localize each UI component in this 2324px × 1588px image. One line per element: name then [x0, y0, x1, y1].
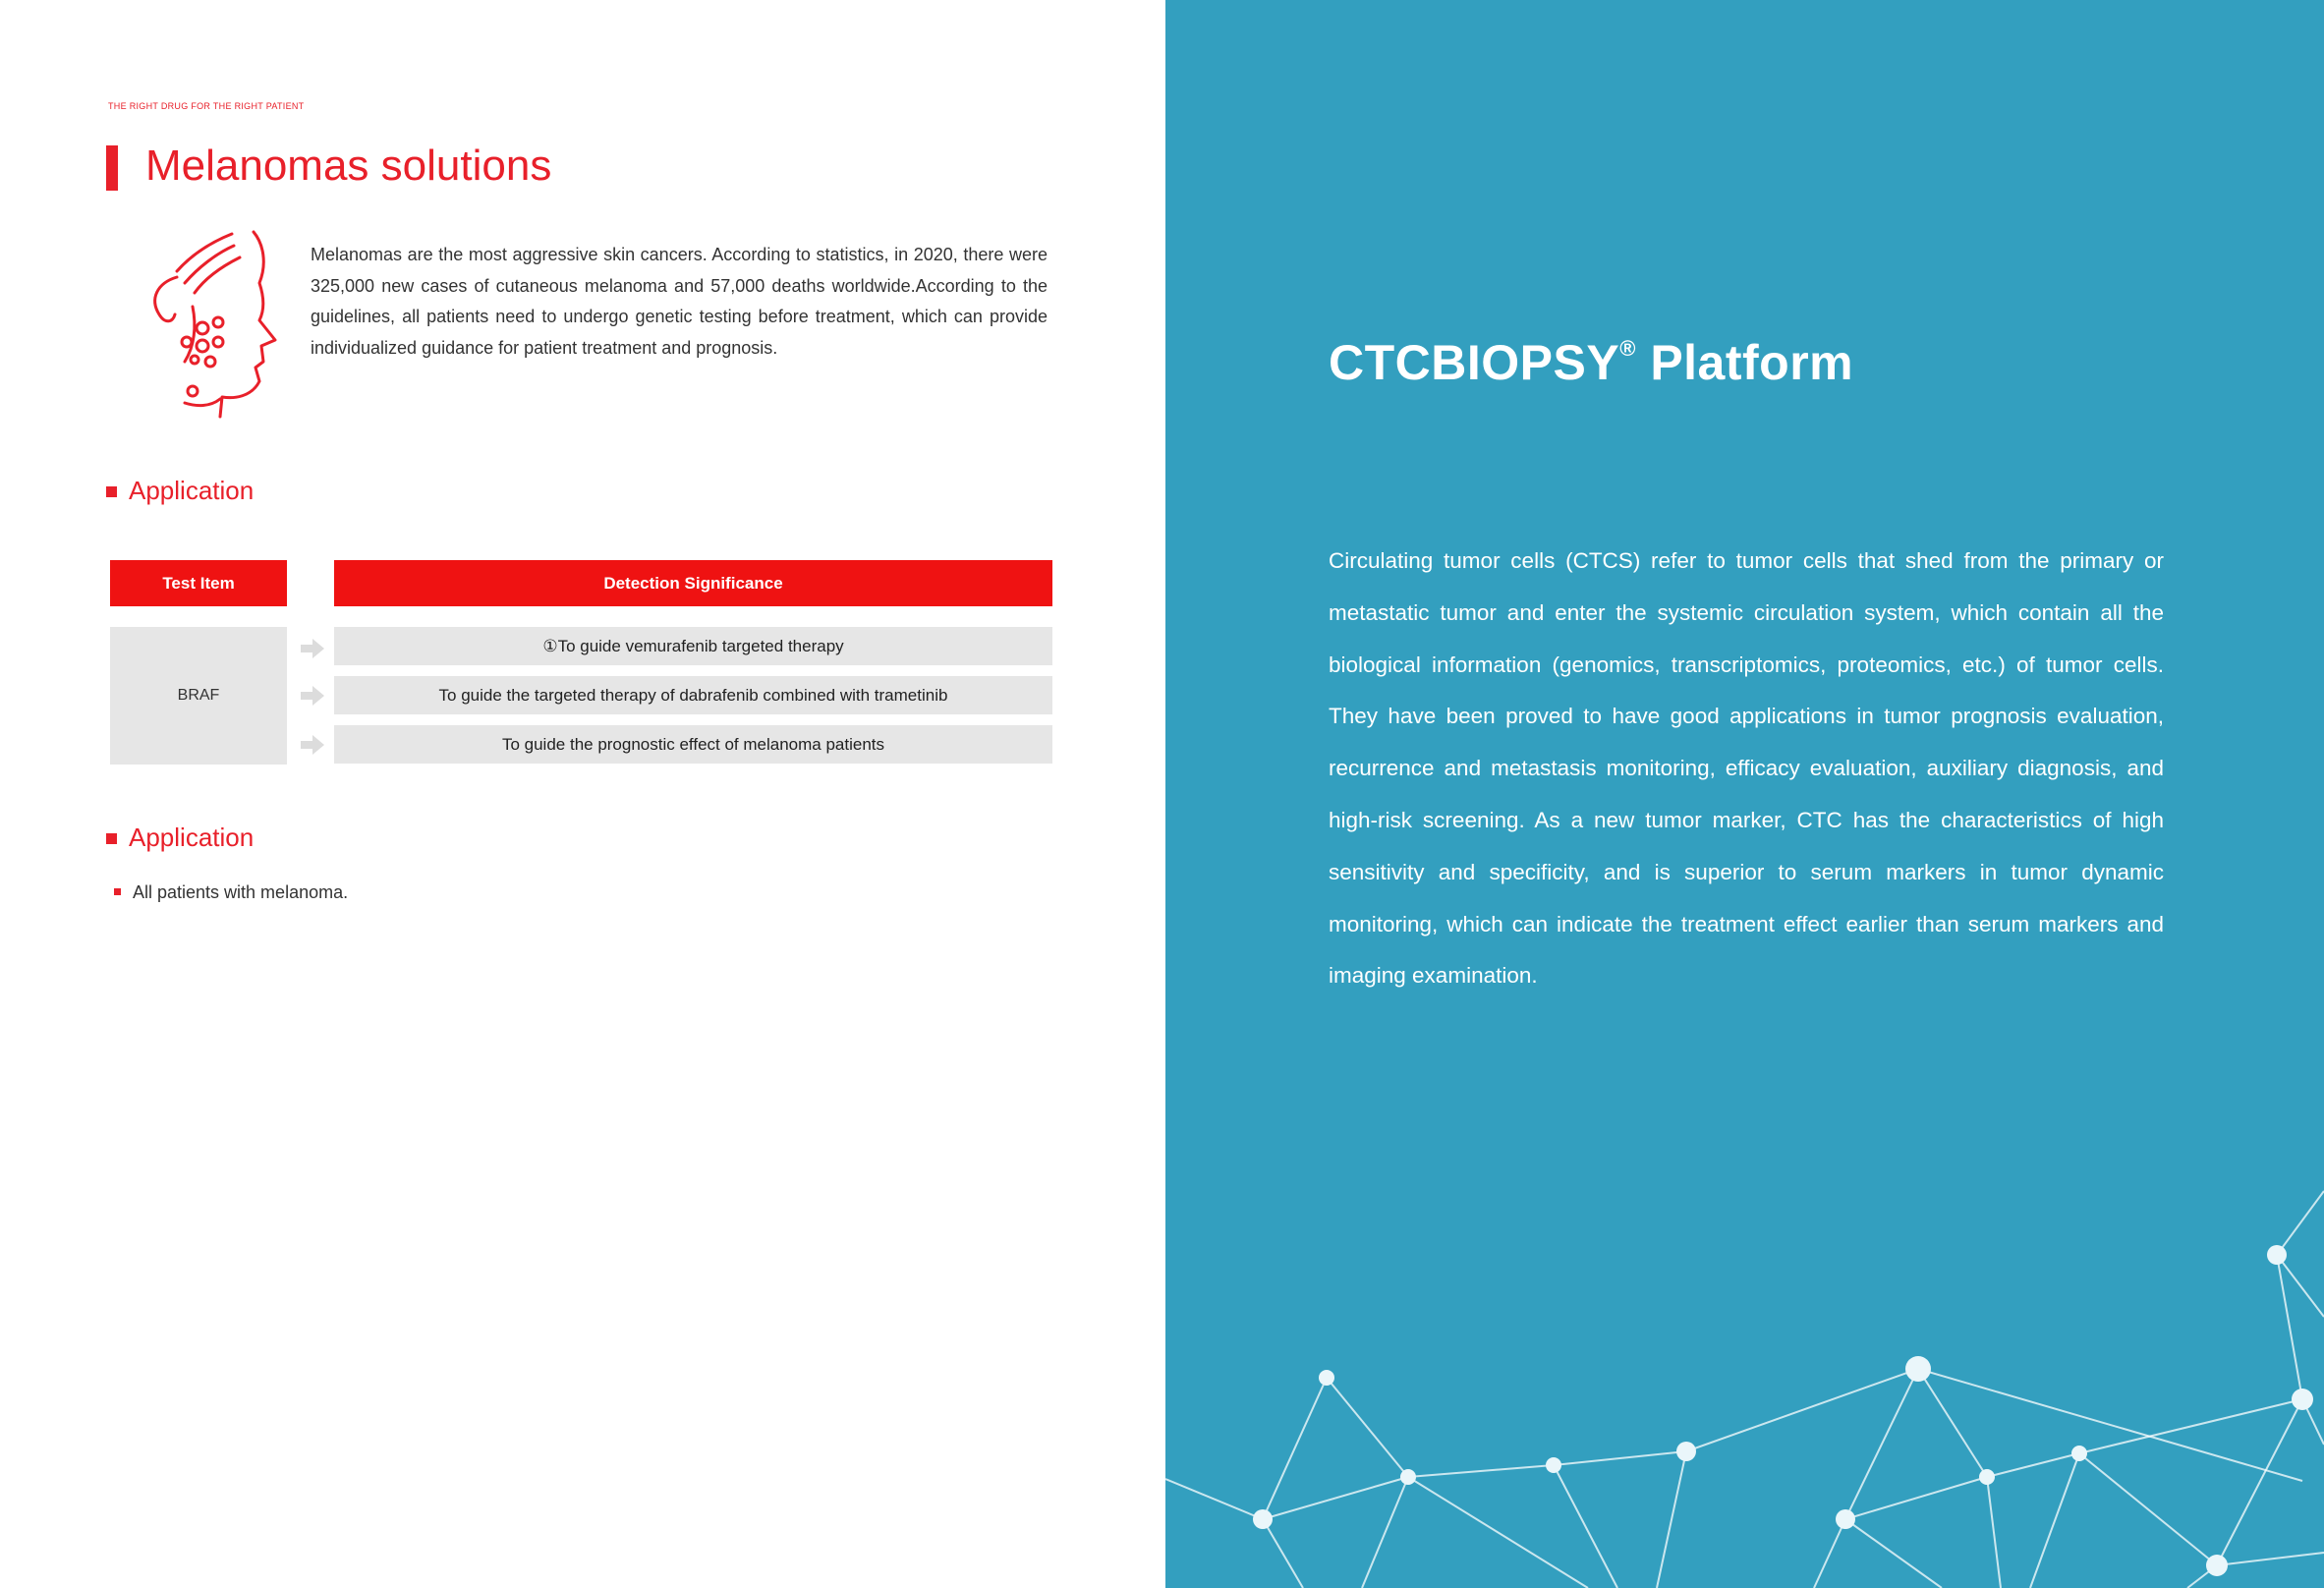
list-item-text: All patients with melanoma. — [133, 882, 349, 902]
face-skin-lesion-icon — [138, 224, 285, 421]
bullet-dot-icon — [114, 888, 121, 895]
registered-mark: ® — [1619, 336, 1636, 361]
table-header-test-item: Test Item — [110, 560, 287, 606]
network-graphic — [1165, 0, 2324, 1588]
table-cell-test-item: BRAF — [110, 627, 287, 765]
table-row-significance: To guide the prognostic effect of melanoma patients — [334, 725, 1052, 764]
section-heading-application-1 — [106, 476, 254, 506]
platform-title-main: CTCBIOPSY — [1329, 335, 1620, 390]
intro-paragraph: Melanomas are the most aggressive skin cancers. According to statistics, in 2020, there were 325,000 new cases of cutaneous melanoma and 57,000 deaths worldwide.According to the guidelines, all patients need to undergo genetic testing before treatment, which can provide individualized guidance for patient treatment and prognosis. — [311, 245, 1048, 358]
title-accent-bar — [106, 145, 118, 191]
section-heading-text: Application — [129, 476, 255, 505]
right-page — [1165, 0, 2324, 1588]
arrow-right-icon — [301, 686, 324, 706]
list-item — [114, 882, 348, 903]
platform-description: Circulating tumor cells (CTCS) refer to tumor cells that shed from the primary or metastatic tumor and enter the systemic circulation system, which contain all the biological information (genomics, transcriptomics, proteomics, etc.) of tumor cells. They have been proved to have good applications in tumor prognosis evaluation, recurrence and metastasis monitoring, efficacy evaluation, auxiliary diagnosis, and high-risk screening. As a new tumor marker, CTC has the characteristics of high sensitivity and specificity, and is superior to serum markers in tumor dynamic monitoring, which can indicate the treatment effect earlier than serum markers and imaging examination. — [1329, 548, 2164, 989]
table-header-detection-significance: Detection Significance — [334, 560, 1052, 606]
arrow-right-icon — [301, 735, 324, 755]
page-kicker: THE RIGHT DRUG FOR THE RIGHT PATIENT — [108, 101, 305, 111]
section-heading-application-2 — [106, 822, 254, 853]
square-bullet-icon — [106, 833, 117, 844]
section-heading-text: Application — [129, 822, 255, 852]
table-row-significance: ①To guide vemurafenib targeted therapy — [334, 627, 1052, 665]
arrow-right-icon — [301, 639, 324, 658]
platform-title-tail: Platform — [1635, 335, 1854, 390]
table-row-significance: To guide the targeted therapy of dabrafenib combined with trametinib — [334, 676, 1052, 714]
page-title: Melanomas solutions — [145, 142, 552, 190]
square-bullet-icon — [106, 486, 117, 497]
